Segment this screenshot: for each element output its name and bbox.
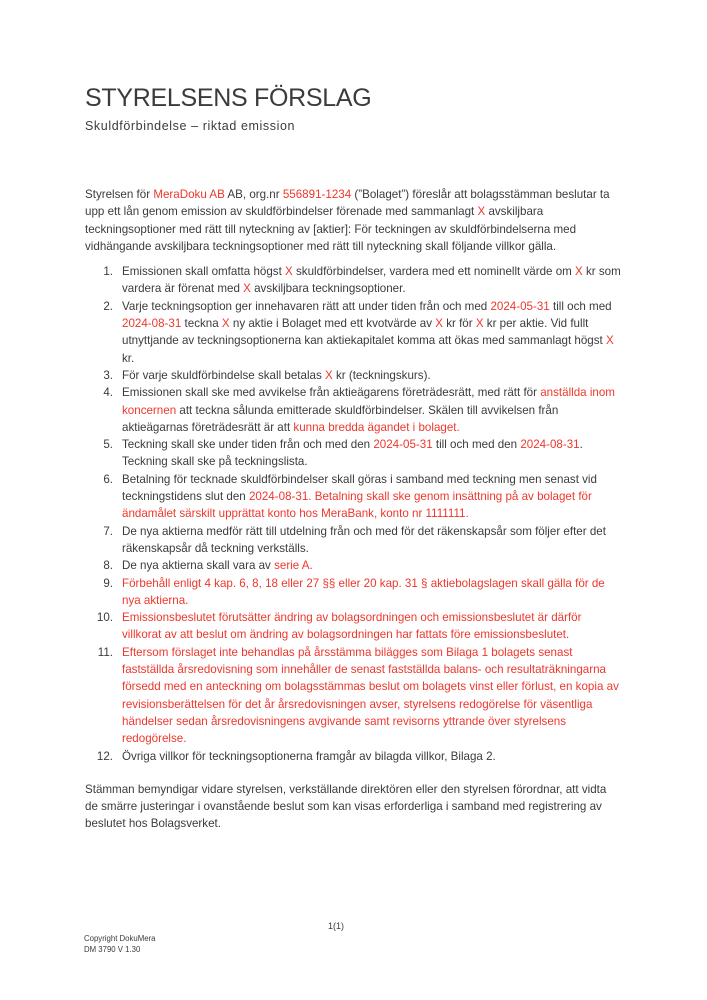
highlighted-text-run: MeraDoku AB [153, 188, 225, 201]
list-item-text [122, 609, 622, 644]
list-item-number: 2. [103, 299, 113, 313]
highlighted-text-run: X [435, 317, 443, 331]
list-item-text [122, 263, 622, 298]
text-run: Övriga villkor för teckningsoptionerna framgår av bilagda villkor, Bilaga 2. [122, 749, 496, 763]
highlighted-text-run: kunna bredda ägandet i bolaget. [293, 420, 460, 434]
text-run: kr för [442, 317, 476, 331]
list-item [85, 644, 622, 748]
list-item [85, 384, 622, 436]
document-title: STYRELSENS FÖRSLAG [85, 84, 372, 112]
text-run: AB, org.nr [224, 188, 283, 201]
text-run: kr som vardera är förenat med [122, 265, 621, 296]
list-item [85, 436, 622, 471]
list-item [85, 575, 622, 610]
highlighted-text-run: X [575, 265, 583, 279]
list-item-number: 1. [103, 265, 113, 279]
list-item-text [122, 471, 622, 523]
highlighted-text-run: X [606, 334, 614, 348]
list-item-text [122, 523, 622, 558]
closing-paragraph [85, 781, 622, 833]
list-item [85, 367, 622, 384]
list-item-number: 9. [103, 576, 113, 590]
numbered-list [85, 263, 622, 765]
list-item-number: 12. [96, 749, 113, 763]
list-item-text [122, 575, 622, 610]
highlighted-text-run: 556891-1234 [282, 188, 352, 201]
highlighted-text-run: X [285, 265, 293, 279]
list-item [85, 748, 622, 765]
text-run: Varje teckningsoption ger innehavaren rätt att under tiden från och med [122, 299, 491, 313]
highlighted-text-run: X [243, 282, 251, 296]
highlighted-text-run: anställda inom koncernen [122, 386, 615, 417]
text-run: till och med [549, 299, 612, 313]
highlighted-text-run: 2024-08-31. Betalning skall ske genom insättning på av bolaget för ändamålet särskilt upprättat konto hos MeraBank, konto nr 1111111. [122, 490, 592, 521]
list-item-text [122, 384, 622, 436]
list-item [85, 471, 622, 523]
text-run: avskiljbara teckningsoptioner med rätt till nyteckning av [aktier]: För teckningen av skuldförbindelserna med vidhängande avskiljbara teckningsoptioner med rätt till nyteckning skall följande villkor gälla. [85, 205, 577, 253]
list-item-number: 10. [96, 611, 113, 625]
text-run: Teckning skall ske under tiden från och med den [122, 438, 374, 452]
highlighted-text-run: X [475, 317, 484, 331]
highlighted-text-run: X [325, 368, 333, 382]
text-run: kr. [122, 351, 135, 365]
text-run: Emissionen skall ske med avvikelse från aktieägarens företrädesrätt, med rätt för [122, 386, 541, 400]
list-item-number: 11. [97, 645, 113, 659]
text-run: skuldförbindelser, vardera med ett nominellt värde om [292, 265, 576, 279]
list-item-text [122, 298, 622, 367]
highlighted-text-run: X [477, 205, 486, 219]
highlighted-text-run: 2024-05-31 [490, 299, 550, 313]
highlighted-text-run: Emissionsbeslutet förutsätter ändring av bolagsordningen och emissionsbeslutet är därför villkorat av att beslut om ändring av bolagsordningen har fattats före emissionsbeslutet. [122, 611, 582, 642]
text-run: teckna [181, 317, 222, 331]
text-run: kr per aktie. Vid fullt utnyttjande av teckningsoptionerna kan aktiekapitalet komma att ökas med sammanlagt högst [122, 317, 606, 348]
highlighted-text-run: 2024-08-31 [122, 317, 182, 331]
highlighted-text-run: Förbehåll enligt 4 kap. 6, 8, 18 eller 27 §§ eller 20 kap. 31 § aktiebolagslagen skall gälla för de nya aktierna. [122, 576, 605, 607]
list-item [85, 263, 622, 298]
text-run: För varje skuldförbindelse skall betalas [122, 368, 325, 382]
text-run: avskiljbara teckningsoptioner. [250, 282, 406, 296]
text-run: Emissionen skall omfatta högst [122, 265, 286, 279]
list-item-text [122, 557, 622, 574]
text-run: till och med den [432, 438, 521, 452]
page-number: 1(1) [327, 921, 344, 931]
list-item-text [122, 367, 622, 384]
highlighted-text-run: serie A. [274, 559, 313, 573]
highlighted-text-run: 2024-08-31 [520, 438, 580, 452]
list-item-number: 7. [103, 524, 113, 538]
text-run: Stämman bemyndigar vidare styrelsen, verkställande direktören eller den styrelsen förordnar, att vidta de smärre justeringar i ovanstående beslut som kan visas erforderliga i samband med registrering av beslutet hos Bolagsverket. [85, 782, 607, 831]
highlighted-text-run: 2024-05-31 [373, 438, 433, 452]
document-subtitle: Skuldförbindelse – riktad emission [85, 119, 296, 133]
highlighted-text-run: X [221, 317, 230, 331]
list-item-number: 4. [103, 386, 113, 400]
list-item [85, 523, 622, 558]
intro-paragraph [85, 186, 622, 255]
text-run: kr (teckningskurs). [332, 368, 431, 382]
text-run: . Teckning skall ske på teckningslista. [122, 438, 583, 469]
list-item-text [122, 748, 622, 765]
text-run: (”Bolaget”) föreslår att bolagsstämman beslutar ta upp ett lån genom emission av skuldförbindelser förenade med sammanlagt [85, 188, 610, 219]
text-run: Betalning för tecknade skuldförbindelser skall göras i samband med teckning men senast vid teckningstidens slut den [122, 472, 597, 504]
list-item-text [122, 436, 622, 471]
text-run: De nya aktierna skall vara av [122, 559, 275, 573]
text-run: Styrelsen för [85, 188, 154, 201]
list-item-number: 8. [103, 559, 113, 573]
text-run: att teckna sålunda emitterade skuldförbindelser. Skälen till avvikelsen från aktieägarnas företrädesrätt är att [122, 403, 559, 434]
copyright-line-2: DM 3790 V 1.30 [84, 944, 141, 954]
list-item [85, 557, 622, 574]
list-item-number: 3. [103, 368, 113, 382]
list-item-number: 5. [103, 438, 113, 452]
list-item [85, 298, 622, 367]
text-run: ny aktie i Bolaget med ett kvotvärde av [229, 317, 436, 331]
list-item-number: 6. [103, 472, 113, 486]
list-item-text [122, 644, 622, 748]
text-run: De nya aktierna medför rätt till utdelning från och med för det räkenskapsår som följer efter det räkenskapsår då teckning verkställs. [122, 524, 606, 555]
copyright-line-1: Copyright DokuMera [84, 934, 156, 943]
footer-copyright [84, 934, 156, 955]
highlighted-text-run: Eftersom förslaget inte behandlas på årsstämma bilägges som Bilaga 1 bolagets senast fastställda årsredovisning som innehåller de senast fastställda balans- och resultaträkningarna försedd med en anteckning om bolagsstämmas beslut om bolagets vinst eller förlust, en kopia av revisionsberättelsen för det år årsredovisningen avser, styrelsens redogörelse för väsentliga händelser sedan årsredovisningens avgivande samt revisorns yttrande över styrelsens redogörelse. [122, 645, 619, 746]
list-item [85, 609, 622, 644]
